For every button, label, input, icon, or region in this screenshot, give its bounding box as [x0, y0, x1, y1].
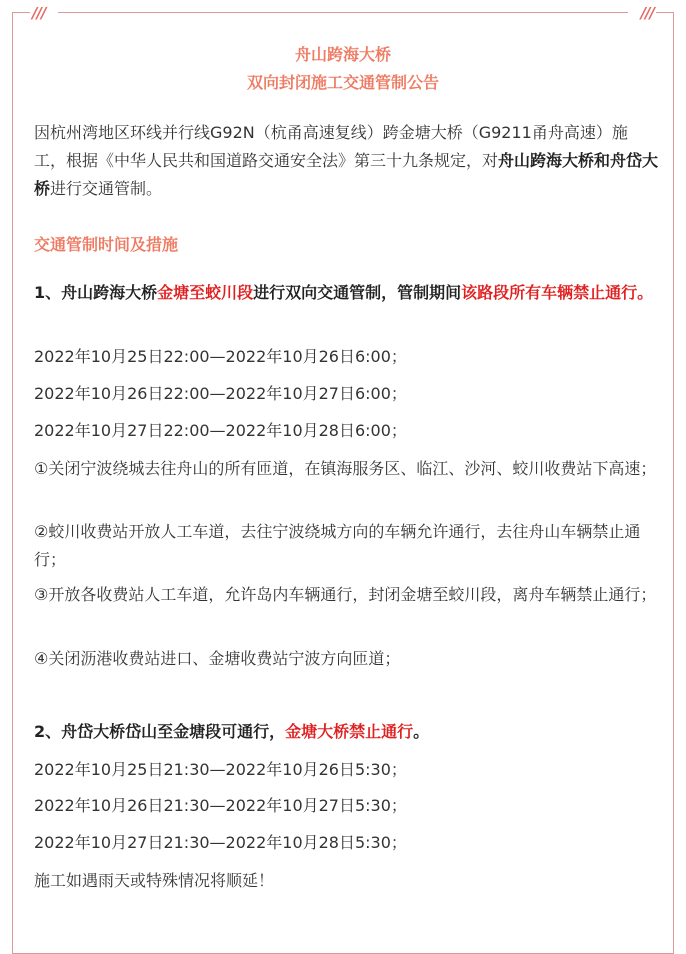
item2-lead: 2、舟岱大桥岱山至金塘段可通行， [34, 722, 286, 741]
intro-bold-bridges: 舟山跨海大桥和舟岱大桥 [34, 151, 659, 198]
item2-end: 。 [413, 722, 430, 741]
intro-paragraph [34, 119, 659, 203]
item2-red-prohibit: 金塘大桥禁止通行 [285, 722, 414, 741]
item1-measure-3: ③开放各收费站人工车道，允许岛内车辆通行，封闭金塘至蛟川段，离舟车辆禁止通行； [34, 585, 657, 604]
item2-time-2: 2022年10月26日21:30—2022年10月27日5:30； [34, 796, 407, 815]
item1-red-prohibit: 该路段所有车辆禁止通行。 [461, 283, 654, 302]
page-title: 舟山跨海大桥 [294, 45, 391, 64]
page-subtitle: 双向封闭施工交通管制公告 [246, 73, 439, 92]
item1-time-1: 2022年10月25日22:00—2022年10月26日6:00； [34, 347, 407, 366]
item1-time-2: 2022年10月26日22:00—2022年10月27日6:00； [34, 384, 407, 403]
section-title: 交通管制时间及措施 [34, 235, 179, 254]
item2-time-1: 2022年10月25日21:30—2022年10月26日5:30； [34, 760, 407, 779]
item1-measure-4: ④关闭沥港收费站进口、金塘收费站宁波方向匝道； [34, 649, 401, 668]
item1-lead: 1、舟山跨海大桥 [34, 283, 158, 302]
footer-note: 施工如遇雨天或特殊情况将顺延！ [34, 871, 275, 890]
item1-red-segment: 金塘至蛟川段 [157, 283, 254, 302]
item1-time-3: 2022年10月27日22:00—2022年10月28日6:00； [34, 421, 407, 440]
corner-slash-icon-left: /// [32, 4, 46, 22]
item1-measure-2: ②蛟川收费站开放人工车道，去往宁波绕城方向的车辆允许通行，去往舟山车辆禁止通行； [34, 522, 641, 569]
corner-slash-icon-right: /// [640, 4, 654, 22]
item1-heading [34, 279, 659, 307]
intro-text-1: 因杭州湾地区环线并行线G92N（杭甬高速复线）跨金塘大桥（G9211甬舟高速）施工，根据《中华人民共和国道路交通安全法》第三十九条规定，对 [34, 123, 628, 170]
item1-measure-1: ①关闭宁波绕城去往舟山的所有匝道，在镇海服务区、临江、沙河、蛟川收费站下高速； [34, 459, 657, 478]
intro-text-2: 进行交通管制。 [50, 179, 163, 198]
item2-time-3: 2022年10月27日21:30—2022年10月28日5:30； [34, 833, 407, 852]
item1-mid: 进行双向交通管制，管制期间 [253, 283, 462, 302]
item2-heading [34, 718, 659, 746]
